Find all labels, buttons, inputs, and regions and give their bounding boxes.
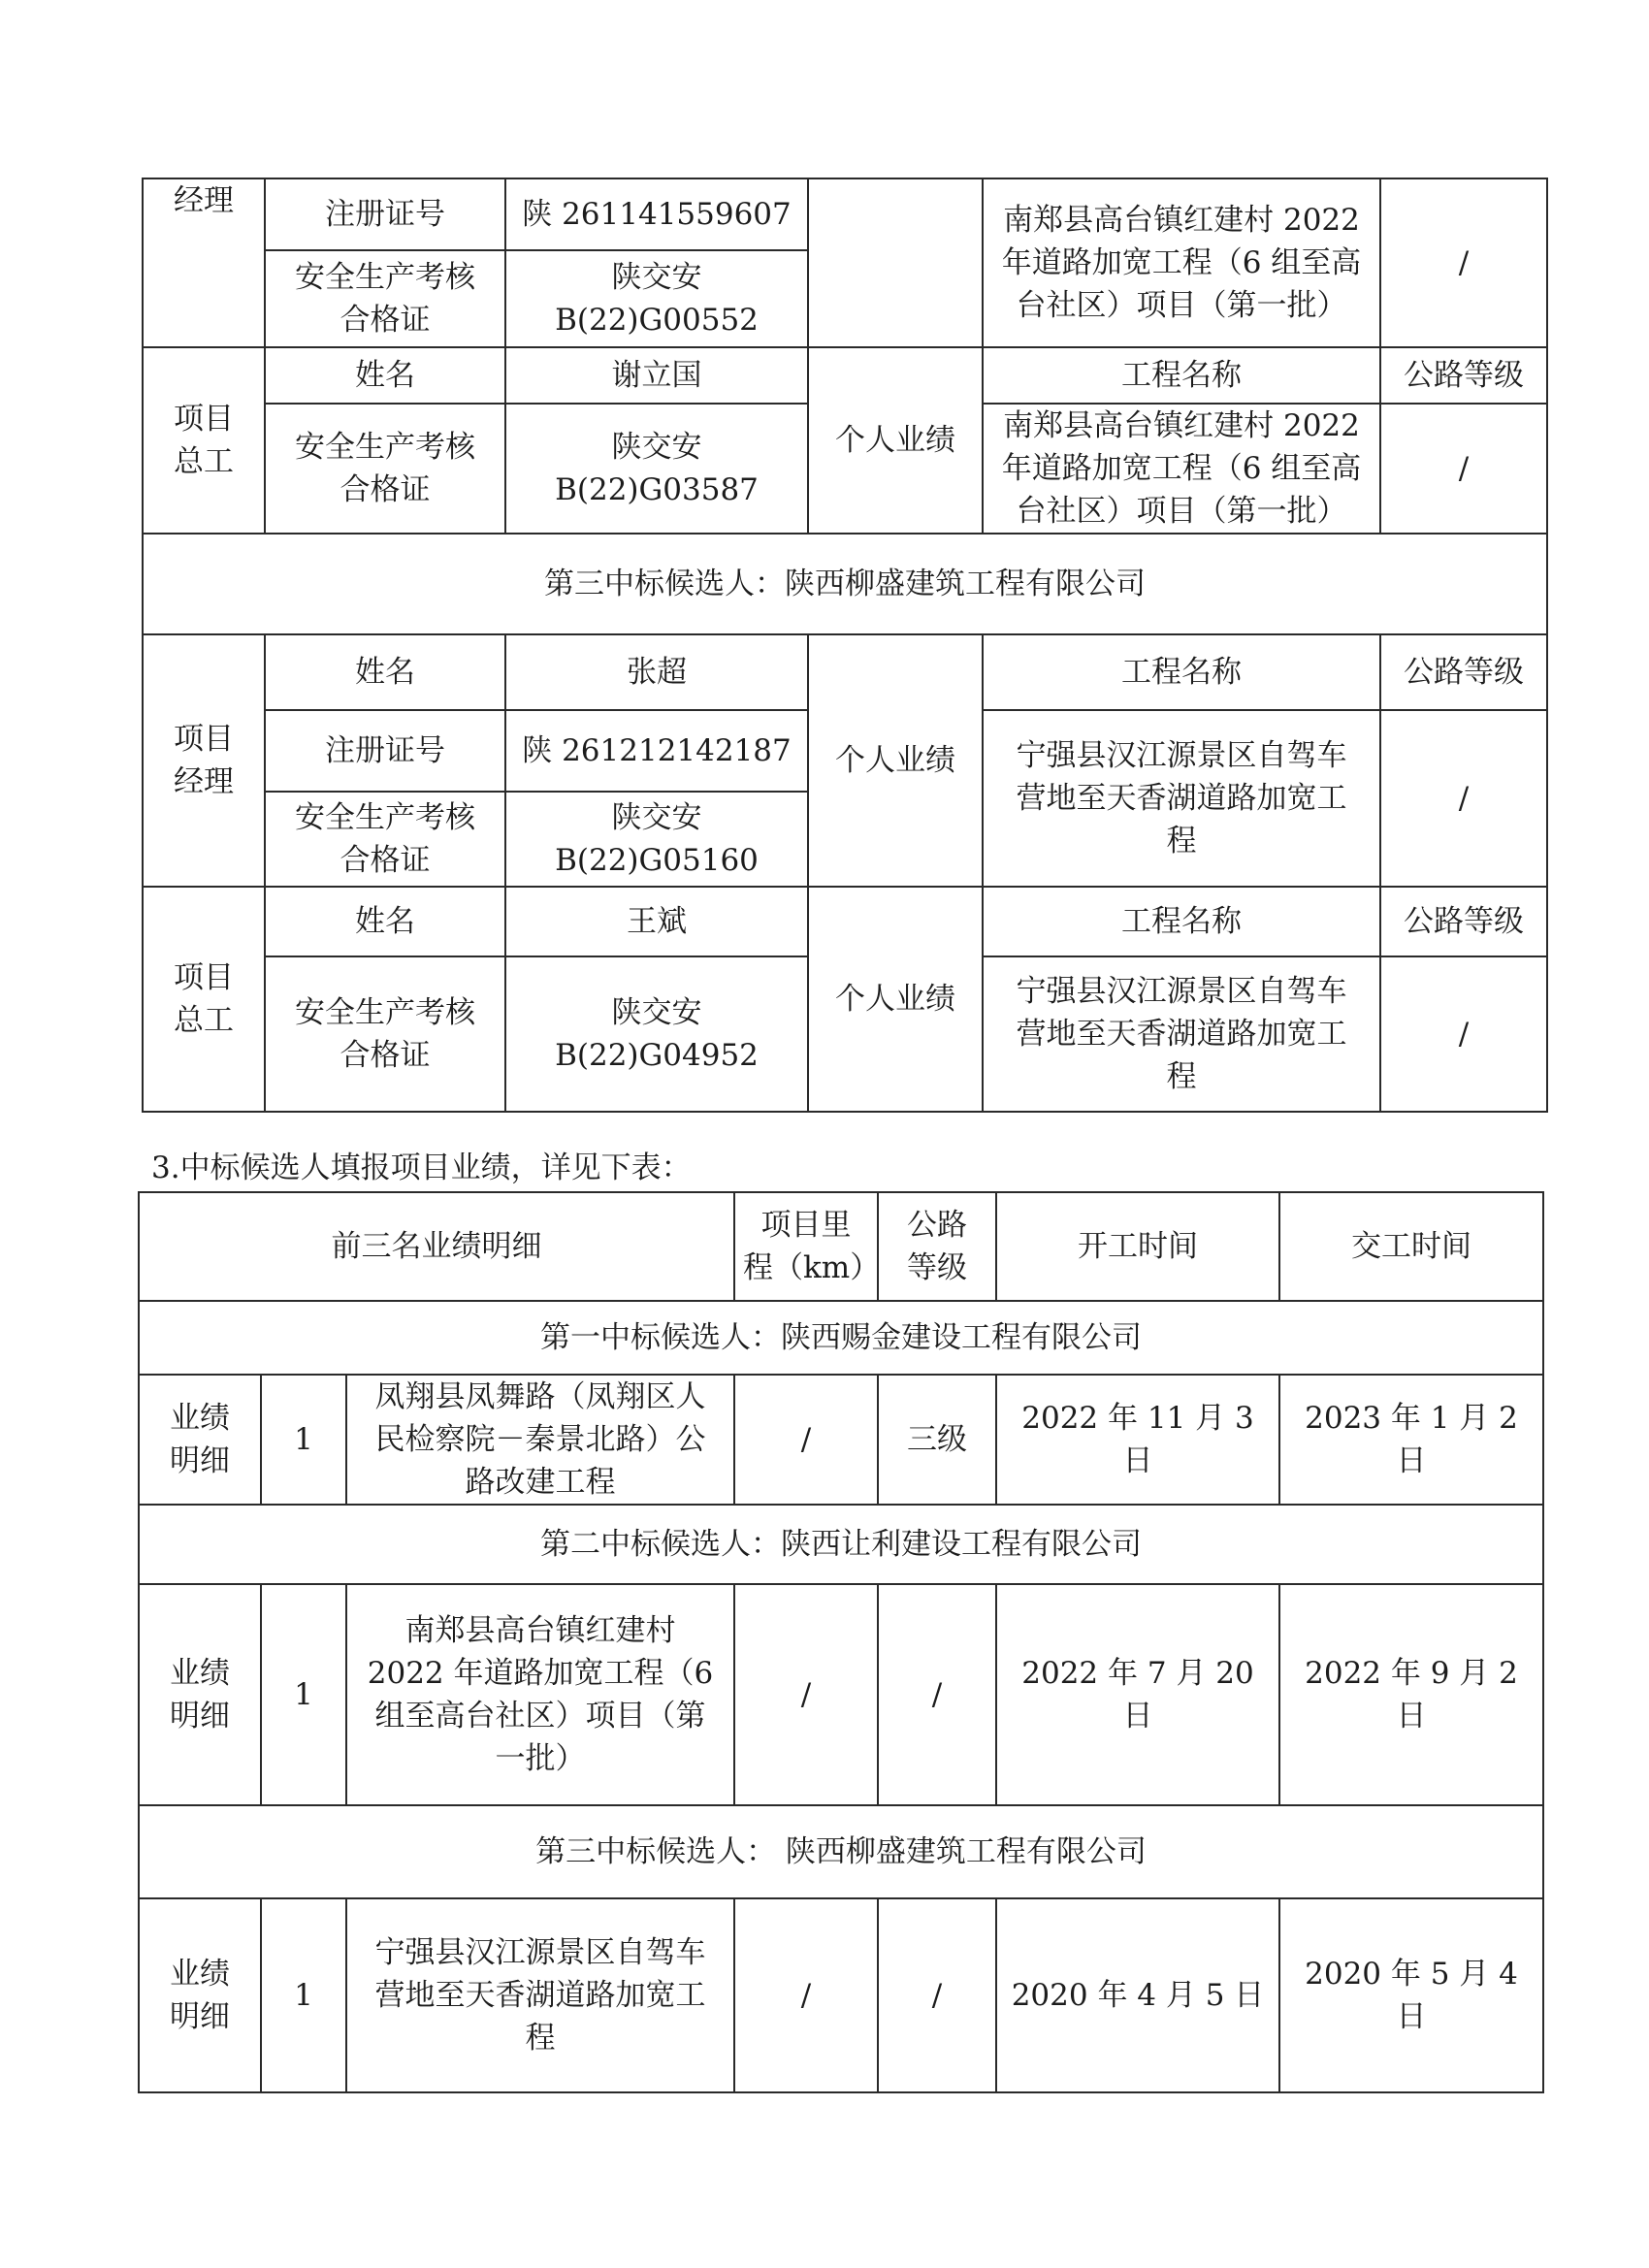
grade-header: 公路等级	[1380, 634, 1547, 710]
project-name: 南郑县高台镇红建村 2022 年道路加宽工程（6 组至高 台社区）项目（第一批）	[983, 178, 1380, 347]
safety-label: 安全生产考核 合格证	[265, 404, 505, 534]
grade-header: 公路等级	[1380, 887, 1547, 956]
name-label: 姓名	[265, 634, 505, 710]
mileage-value: /	[734, 1375, 878, 1505]
name-value: 谢立国	[505, 347, 808, 404]
header-end: 交工时间	[1279, 1192, 1543, 1301]
reg-value: 陕 261141559607	[505, 178, 808, 250]
safety-label: 安全生产考核 合格证	[265, 250, 505, 347]
candidate-banner: 第三中标候选人： 陕西柳盛建筑工程有限公司	[139, 1805, 1543, 1898]
row-index: 1	[261, 1375, 346, 1505]
header-grade: 公路 等级	[878, 1192, 996, 1301]
project-header: 工程名称	[983, 634, 1380, 710]
candidate-banner: 第三中标候选人：陕西柳盛建筑工程有限公司	[143, 534, 1547, 634]
safety-value: 陕交安 B(22)G00552	[505, 250, 808, 347]
reg-label: 注册证号	[265, 710, 505, 792]
perf-label: 个人业绩	[808, 887, 983, 1112]
safety-value: 陕交安 B(22)G05160	[505, 792, 808, 887]
safety-label: 安全生产考核 合格证	[265, 792, 505, 887]
mileage-value: /	[734, 1584, 878, 1805]
safety-value: 陕交安 B(22)G03587	[505, 404, 808, 534]
personnel-table	[142, 178, 1548, 1113]
candidate-banner: 第一中标候选人：陕西赐金建设工程有限公司	[139, 1301, 1543, 1375]
project-name: 宁强县汉江源景区自驾车 营地至天香湖道路加宽工 程	[346, 1898, 734, 2092]
name-value: 王斌	[505, 887, 808, 956]
row-label: 业绩 明细	[139, 1375, 261, 1505]
role-cell: 项目 经理	[143, 634, 265, 887]
safety-label: 安全生产考核 合格证	[265, 956, 505, 1112]
end-date: 2023 年 1 月 2 日	[1279, 1375, 1543, 1505]
mileage-value: /	[734, 1898, 878, 2092]
section-title: 3.中标候选人填报项目业绩，详见下表：	[151, 1150, 692, 1185]
performance-table	[138, 1191, 1544, 2093]
role-cell: 项目 总工	[143, 887, 265, 1112]
table-row	[139, 1375, 1543, 1505]
grade-value: /	[1380, 178, 1547, 347]
row-index: 1	[261, 1898, 346, 2092]
start-date: 2022 年 7 月 20 日	[996, 1584, 1279, 1805]
role-cell: 经理	[143, 178, 265, 347]
perf-label: 个人业绩	[808, 634, 983, 887]
project-name: 宁强县汉江源景区自驾车 营地至天香湖道路加宽工 程	[983, 710, 1380, 887]
name-value: 张超	[505, 634, 808, 710]
grade-header: 公路等级	[1380, 347, 1547, 404]
end-date: 2022 年 9 月 2 日	[1279, 1584, 1543, 1805]
project-name: 宁强县汉江源景区自驾车 营地至天香湖道路加宽工 程	[983, 956, 1380, 1112]
role-cell: 项目 总工	[143, 347, 265, 534]
project-name: 凤翔县凤舞路（凤翔区人 民检察院－秦景北路）公 路改建工程	[346, 1375, 734, 1505]
candidate-banner: 第二中标候选人：陕西让利建设工程有限公司	[139, 1505, 1543, 1584]
perf-cell	[808, 178, 983, 347]
grade-value: /	[878, 1584, 996, 1805]
table-row	[139, 1898, 1543, 2092]
reg-value: 陕 261212142187	[505, 710, 808, 792]
end-date: 2020 年 5 月 4 日	[1279, 1898, 1543, 2092]
project-name: 南郑县高台镇红建村 2022 年道路加宽工程（6 组至高 台社区）项目（第一批）	[983, 404, 1380, 534]
grade-value: /	[878, 1898, 996, 2092]
header-start: 开工时间	[996, 1192, 1279, 1301]
safety-value: 陕交安 B(22)G04952	[505, 956, 808, 1112]
header-mileage: 项目里 程（km）	[734, 1192, 878, 1301]
start-date: 2020 年 4 月 5 日	[996, 1898, 1279, 2092]
perf-label: 个人业绩	[808, 347, 983, 534]
name-label: 姓名	[265, 887, 505, 956]
grade-value: /	[1380, 404, 1547, 534]
grade-value: 三级	[878, 1375, 996, 1505]
start-date: 2022 年 11 月 3 日	[996, 1375, 1279, 1505]
project-header: 工程名称	[983, 347, 1380, 404]
grade-value: /	[1380, 956, 1547, 1112]
name-label: 姓名	[265, 347, 505, 404]
reg-label: 注册证号	[265, 178, 505, 250]
header-detail: 前三名业绩明细	[139, 1192, 734, 1301]
row-label: 业绩 明细	[139, 1898, 261, 2092]
row-label: 业绩 明细	[139, 1584, 261, 1805]
project-header: 工程名称	[983, 887, 1380, 956]
table-row	[139, 1584, 1543, 1805]
row-index: 1	[261, 1584, 346, 1805]
project-name: 南郑县高台镇红建村 2022 年道路加宽工程（6 组至高台社区）项目（第 一批）	[346, 1584, 734, 1805]
grade-value: /	[1380, 710, 1547, 887]
